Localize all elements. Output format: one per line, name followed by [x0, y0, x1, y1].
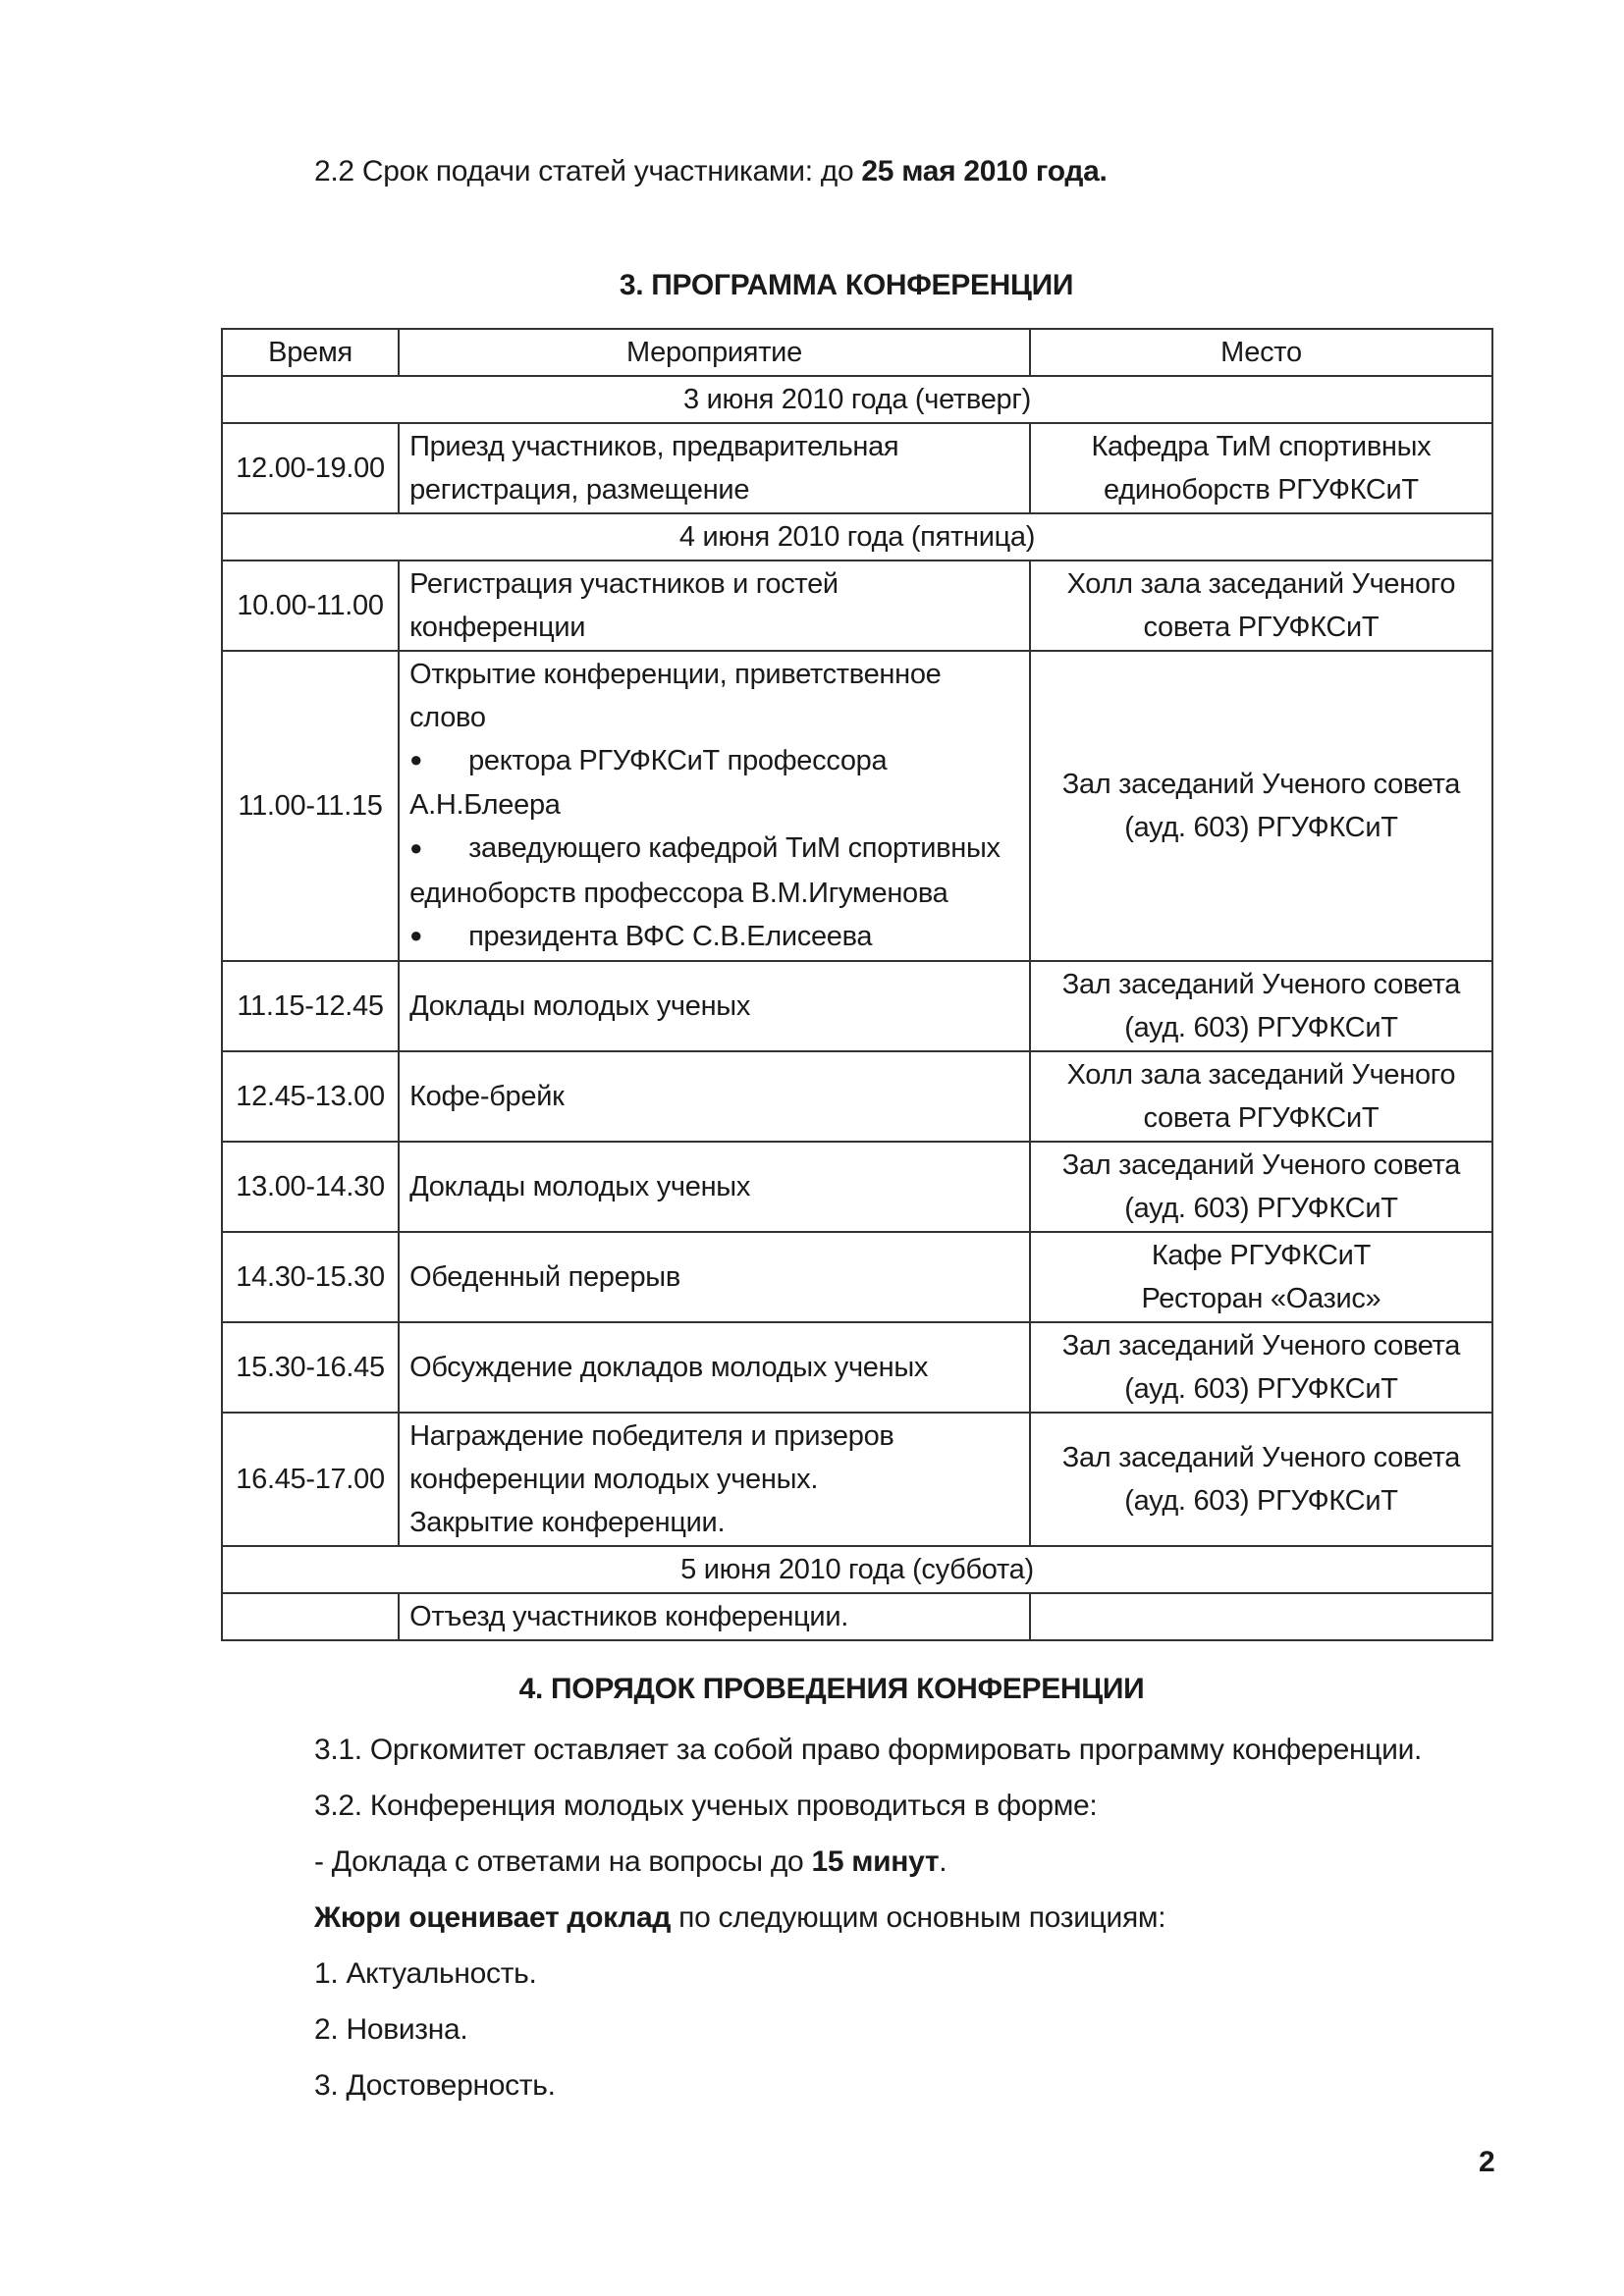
program-title: 3. ПРОГРАММА КОНФЕРЕНЦИИ [619, 269, 1074, 301]
row-place: Холл зала заседаний Ученого совета РГУФКСиТ [1030, 561, 1492, 651]
order-item-3-1: 3.1. Оргкомитет оставляет за собой право формировать программу конференции. [314, 1734, 1423, 1766]
row-event: Кофе-брейк [399, 1051, 1030, 1142]
row-event-opening [399, 651, 1030, 961]
page-number: 2 [1479, 2146, 1495, 2178]
row-event: Доклады молодых ученых [399, 1142, 1030, 1232]
row-place: Зал заседаний Ученого совета (ауд. 603) РГУФКСиТ [1030, 961, 1492, 1051]
row-place: Кафедра ТиМ спортивных единоборств РГУФКСиТ [1030, 423, 1492, 513]
row-place: Холл зала заседаний Ученого совета РГУФКСиТ [1030, 1051, 1492, 1142]
awards-text: Награждение победителя и призеров конференции молодых ученых. [409, 1420, 894, 1496]
row-time [222, 1593, 399, 1640]
day-label-4-june: 4 июня 2010 года (пятница) [222, 513, 1492, 561]
order-section [314, 1722, 1422, 2113]
day-row [222, 1546, 1492, 1593]
table-row [222, 1232, 1492, 1322]
speaker-rector: ректора РГУФКСиТ профессора А.Н.Блеера [409, 745, 888, 822]
list-item [409, 739, 1019, 827]
table-row [222, 423, 1492, 513]
report-duration: 15 минут [811, 1845, 940, 1878]
program-table [221, 328, 1493, 1641]
opening-text: Открытие конференции, приветственное слово [409, 659, 942, 733]
order-title: 4. ПОРЯДОК ПРОВЕДЕНИЯ КОНФЕРЕНЦИИ [518, 1673, 1145, 1705]
row-time: 12.00-19.00 [222, 423, 399, 513]
list-item [409, 915, 1019, 959]
speaker-head: заведующего кафедрой ТиМ спортивных единоборств профессора В.М.Игуменова [409, 832, 1001, 909]
list-item [409, 827, 1019, 914]
row-place [1030, 1593, 1492, 1640]
row-event: Обсуждение докладов молодых ученых [399, 1322, 1030, 1413]
table-row [222, 561, 1492, 651]
row-time: 15.30-16.45 [222, 1322, 399, 1413]
report-text: - Доклада с ответами на вопросы до [314, 1845, 812, 1878]
deadline-date: 25 мая 2010 года. [861, 155, 1108, 187]
row-event: Отъезд участников конференции. [399, 1593, 1030, 1640]
row-time: 11.00-11.15 [222, 651, 399, 961]
closing-text: Закрытие конференции. [409, 1507, 726, 1539]
row-event: Регистрация участников и гостей конференции [399, 561, 1030, 651]
row-event: Приезд участников, предварительная регистрация, размещение [399, 423, 1030, 513]
row-time: 16.45-17.00 [222, 1413, 399, 1546]
jury-line [314, 1890, 1422, 1946]
row-time: 10.00-11.00 [222, 561, 399, 651]
row-event-awards [399, 1413, 1030, 1546]
jury-bold: Жюри оценивает доклад [314, 1901, 672, 1934]
table-row [222, 1413, 1492, 1546]
day-row [222, 513, 1492, 561]
order-item-3-2: 3.2. Конференция молодых ученых проводиться в форме: [314, 1789, 1098, 1822]
table-row [222, 1593, 1492, 1640]
row-place: Зал заседаний Ученого совета (ауд. 603) РГУФКСиТ [1030, 1142, 1492, 1232]
table-row [222, 1142, 1492, 1232]
order-item-report [314, 1834, 1422, 1890]
bullet-icon: ● [409, 834, 423, 860]
row-time: 14.30-15.30 [222, 1232, 399, 1322]
criterion-item: 2. Новизна. [314, 2013, 468, 2046]
speaker-president: президента ВФС С.В.Елисеева [468, 920, 873, 952]
table-row [222, 1322, 1492, 1413]
table-row [222, 651, 1492, 961]
header-event: Мероприятие [399, 329, 1030, 376]
criterion-item: 1. Актуальность. [314, 1957, 537, 1990]
report-period: . [939, 1845, 947, 1878]
row-place: Зал заседаний Ученого совета (ауд. 603) РГУФКСиТ [1030, 1322, 1492, 1413]
header-time: Время [222, 329, 399, 376]
day-row [222, 376, 1492, 423]
row-place-lunch [1030, 1232, 1492, 1322]
bullet-icon: ● [409, 747, 423, 773]
table-row [222, 961, 1492, 1051]
submission-deadline [314, 149, 1108, 193]
criterion-item: 3. Достоверность. [314, 2069, 556, 2102]
header-place: Место [1030, 329, 1492, 376]
day-label-5-june: 5 июня 2010 года (суббота) [222, 1546, 1492, 1593]
row-time: 12.45-13.00 [222, 1051, 399, 1142]
row-event: Обеденный перерыв [399, 1232, 1030, 1322]
row-place: Зал заседаний Ученого совета (ауд. 603) РГУФКСиТ [1030, 651, 1492, 961]
row-place: Зал заседаний Ученого совета (ауд. 603) РГУФКСиТ [1030, 1413, 1492, 1546]
row-time: 11.15-12.45 [222, 961, 399, 1051]
speakers-list [409, 739, 1019, 959]
table-header-row [222, 329, 1492, 376]
row-time: 13.00-14.30 [222, 1142, 399, 1232]
bullet-icon: ● [409, 923, 423, 948]
place-restaurant: Ресторан «Оазис» [1141, 1283, 1381, 1315]
place-cafe: Кафе РГУФКСиТ [1151, 1240, 1371, 1272]
day-label-3-june: 3 июня 2010 года (четверг) [222, 376, 1492, 423]
deadline-text: 2.2 Срок подачи статей участниками: до [314, 155, 862, 187]
table-row [222, 1051, 1492, 1142]
jury-rest: по следующим основным позициям: [671, 1901, 1166, 1934]
row-event: Доклады молодых ученых [399, 961, 1030, 1051]
